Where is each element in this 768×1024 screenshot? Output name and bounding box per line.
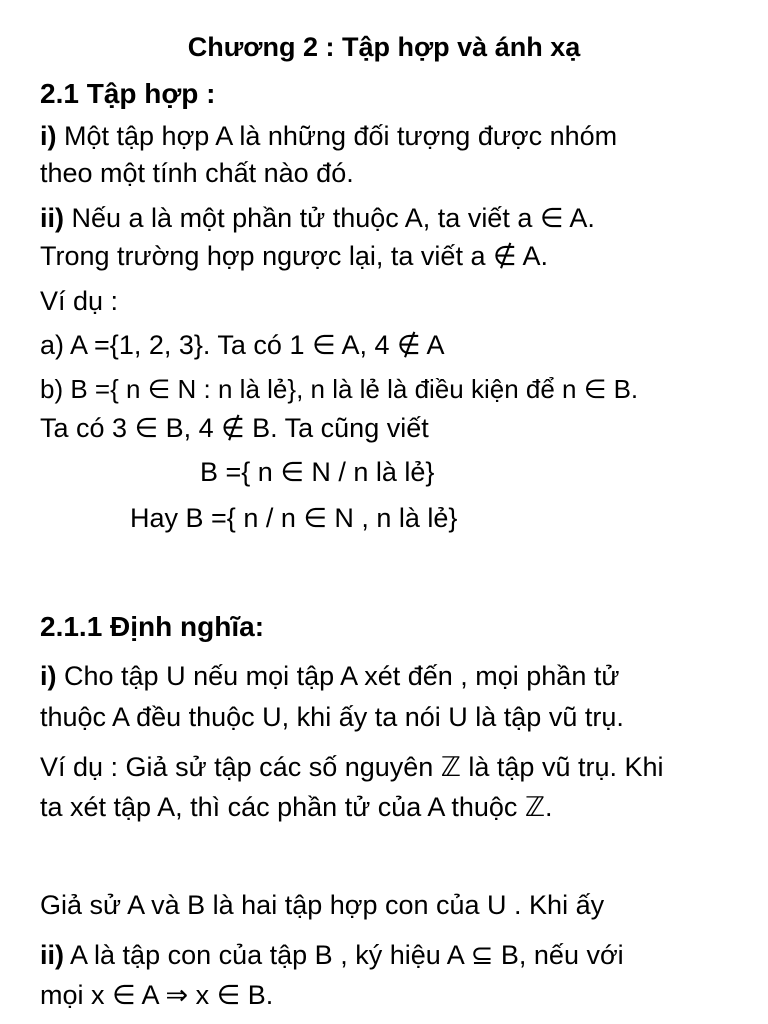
item-marker: i) <box>40 661 57 691</box>
definition-i-line-2: theo một tính chất nào đó. <box>40 158 354 188</box>
suppose-statement: Giả sử A và B là hai tập hợp con của U . Khi ấy <box>40 890 605 920</box>
universe-definition-line-2: thuộc A đều thuộc U, khi ấy ta nói U là tập vũ trụ. <box>40 702 624 732</box>
definition-ii-line-1 <box>40 201 595 235</box>
section-heading-2-1-1: 2.1.1 Định nghĩa: <box>40 611 265 642</box>
subset-definition-line-2: mọi x ∈ A ⇒ x ∈ B. <box>40 980 274 1010</box>
item-marker: i) <box>40 121 57 151</box>
item-text: Một tập hợp A là những đối tượng được nhóm <box>56 121 618 151</box>
item-text: A là tập con của tập B , ký hiệu A ⊆ B, nếu với <box>64 940 624 970</box>
example-b-line-2: Ta có 3 ∈ B, 4 ∉ B. Ta cũng viết <box>40 413 429 443</box>
set-notation-2: Hay B ={ n / n ∈ N , n là lẻ} <box>130 503 458 533</box>
item-marker: ii) <box>40 940 64 970</box>
example-label: Ví dụ : <box>40 286 119 316</box>
section-heading-2-1: 2.1 Tập hợp : <box>40 78 216 109</box>
example-b-line-1: b) B ={ n ∈ N : n là lẻ}, n là lẻ là điều kiện để n ∈ B. <box>40 374 639 404</box>
subset-definition-line-1 <box>40 938 624 972</box>
item-text: Cho tập U nếu mọi tập A xét đến , mọi phần tử <box>56 661 620 691</box>
example-a: a) A ={1, 2, 3}. Ta có 1 ∈ A, 4 ∉ A <box>40 330 445 360</box>
item-marker: ii) <box>40 203 64 233</box>
universe-definition-line-1 <box>40 659 619 693</box>
definition-i-line-1 <box>40 119 617 153</box>
set-notation-1: B ={ n ∈ N / n là lẻ} <box>200 457 435 487</box>
universe-example-line-1: Ví dụ : Giả sử tập các số nguyên ℤ là tập vũ trụ. Khi <box>40 752 664 782</box>
page-title: Chương 2 : Tập hợp và ánh xạ <box>187 32 581 62</box>
item-text: Nếu a là một phần tử thuộc A, ta viết a ∈ A. <box>64 203 595 233</box>
universe-example-line-2: ta xét tập A, thì các phần tử của A thuộc ℤ. <box>40 792 553 822</box>
definition-ii-line-2: Trong trường hợp ngược lại, ta viết a ∉ A. <box>40 241 549 271</box>
